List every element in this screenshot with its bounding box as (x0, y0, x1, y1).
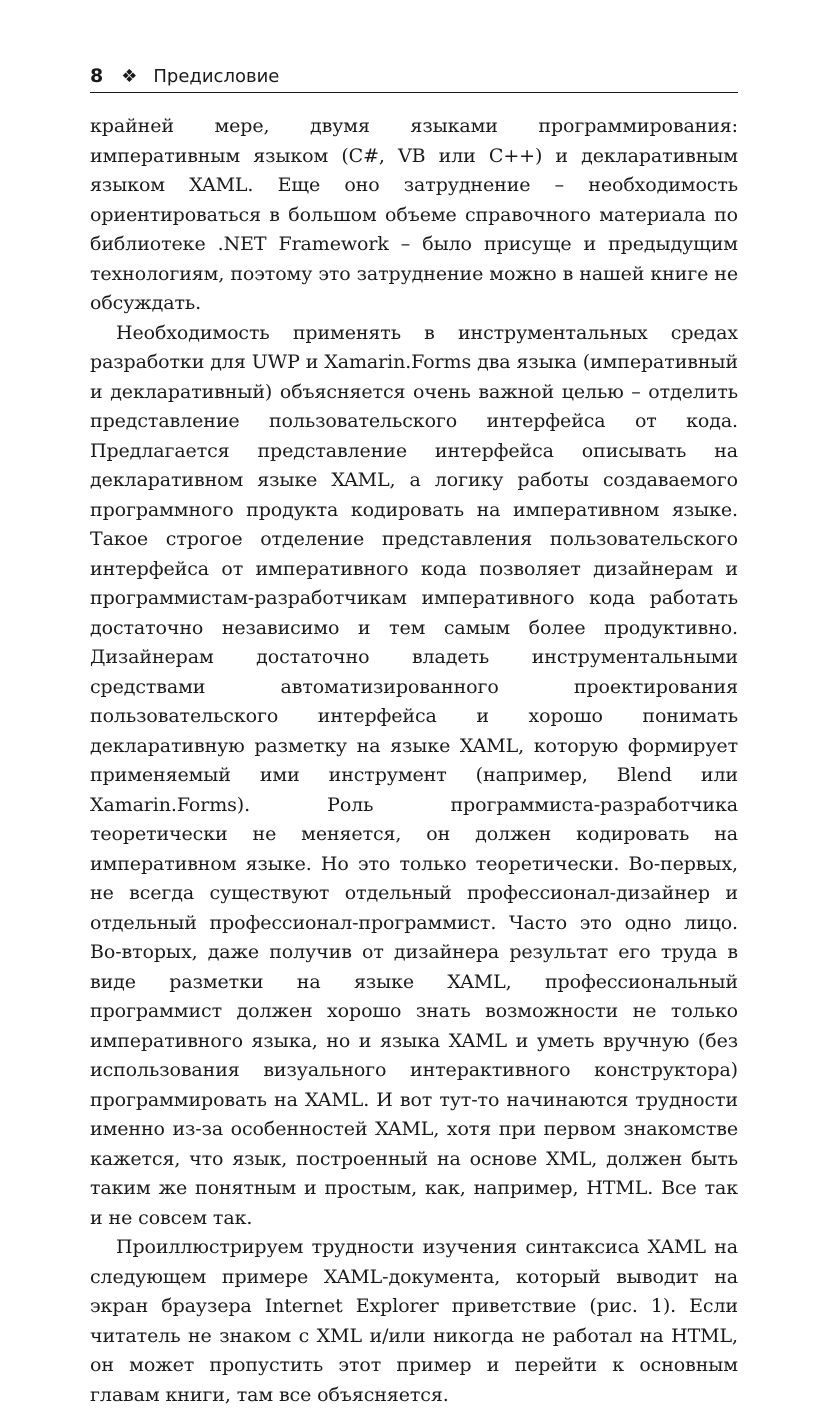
running-header (90, 60, 738, 93)
body-text (90, 112, 738, 1410)
page-number: 8 (90, 65, 104, 87)
running-title: Предисловие (153, 65, 280, 87)
ornament-icon: ❖ (121, 65, 138, 87)
paragraph-xaml-example-intro: Проиллюстрируем трудности изучения синтаксиса XAML на следующем примере XAML-документа, который выводит на экран браузера Internet Explorer приветствие (рис. 1). Если читатель не знаком с XML и/или никогда не работал на HTML, он может пропустить этот пример и перейти к основным главам книги, там все объясняется. (90, 1236, 738, 1406)
paragraph-separation-of-concerns: Необходимость применять в инструментальных средах разработки для UWP и Xamarin.Forms два языка (императивный и декларативный) объясняется очень важной целью – отделить представление пользовательского интерфейса от кода. Предлагается представление интерфейса описывать на декларативном языке XAML, а логику работы создаваемого программного продукта кодировать на императивном языке. Такое строгое отделение представления пользовательского интерфейса от императивного кода позволяет дизайнерам и программистам-разработчикам императивного кода работать достаточно независимо и тем самым более продуктивно. Дизайнерам достаточно владеть инструментальными средствами автоматизированного проектирования пользовательского интерфейса и хорошо понимать декларативную разметку на языке XAML, которую формирует применяемый ими инструмент (например, Blend или Xamarin.Forms). Роль программиста-разработчика теоретически не меняется, он должен кодировать на императивном языке. Но это только теоретически. Во-первых, не всегда существуют отдельный профессионал-дизайнер и отдельный профессионал-программист. Часто это одно лицо. Во-вторых, даже получив от дизайнера результат его труда в виде разметки на языке XAML, профессиональный программист должен хорошо знать возможности не только императивного языка, но и языка XAML и уметь вручную (без использования визуального интерактивного конструктора) программировать на XAML. И вот тут-то начинаются трудности именно из-за особенностей XAML, хотя при первом знакомстве кажется, что язык, построенный на основе XML, должен быть таким же понятным и простым, как, например, HTML. Все так и не совсем так. (90, 321, 738, 1229)
paragraph-continued: крайней мере, двумя языками программирования: императивным языком (C#, VB или C++) и декларативным языком XAML. Еще оно затруднение – необходимость ориентироваться в большом объеме справочного материала по библиотеке .NET Framework – было присуще и предыдущим технологиям, поэтому это затруднение можно в нашей книге не обсуждать. (90, 115, 738, 314)
